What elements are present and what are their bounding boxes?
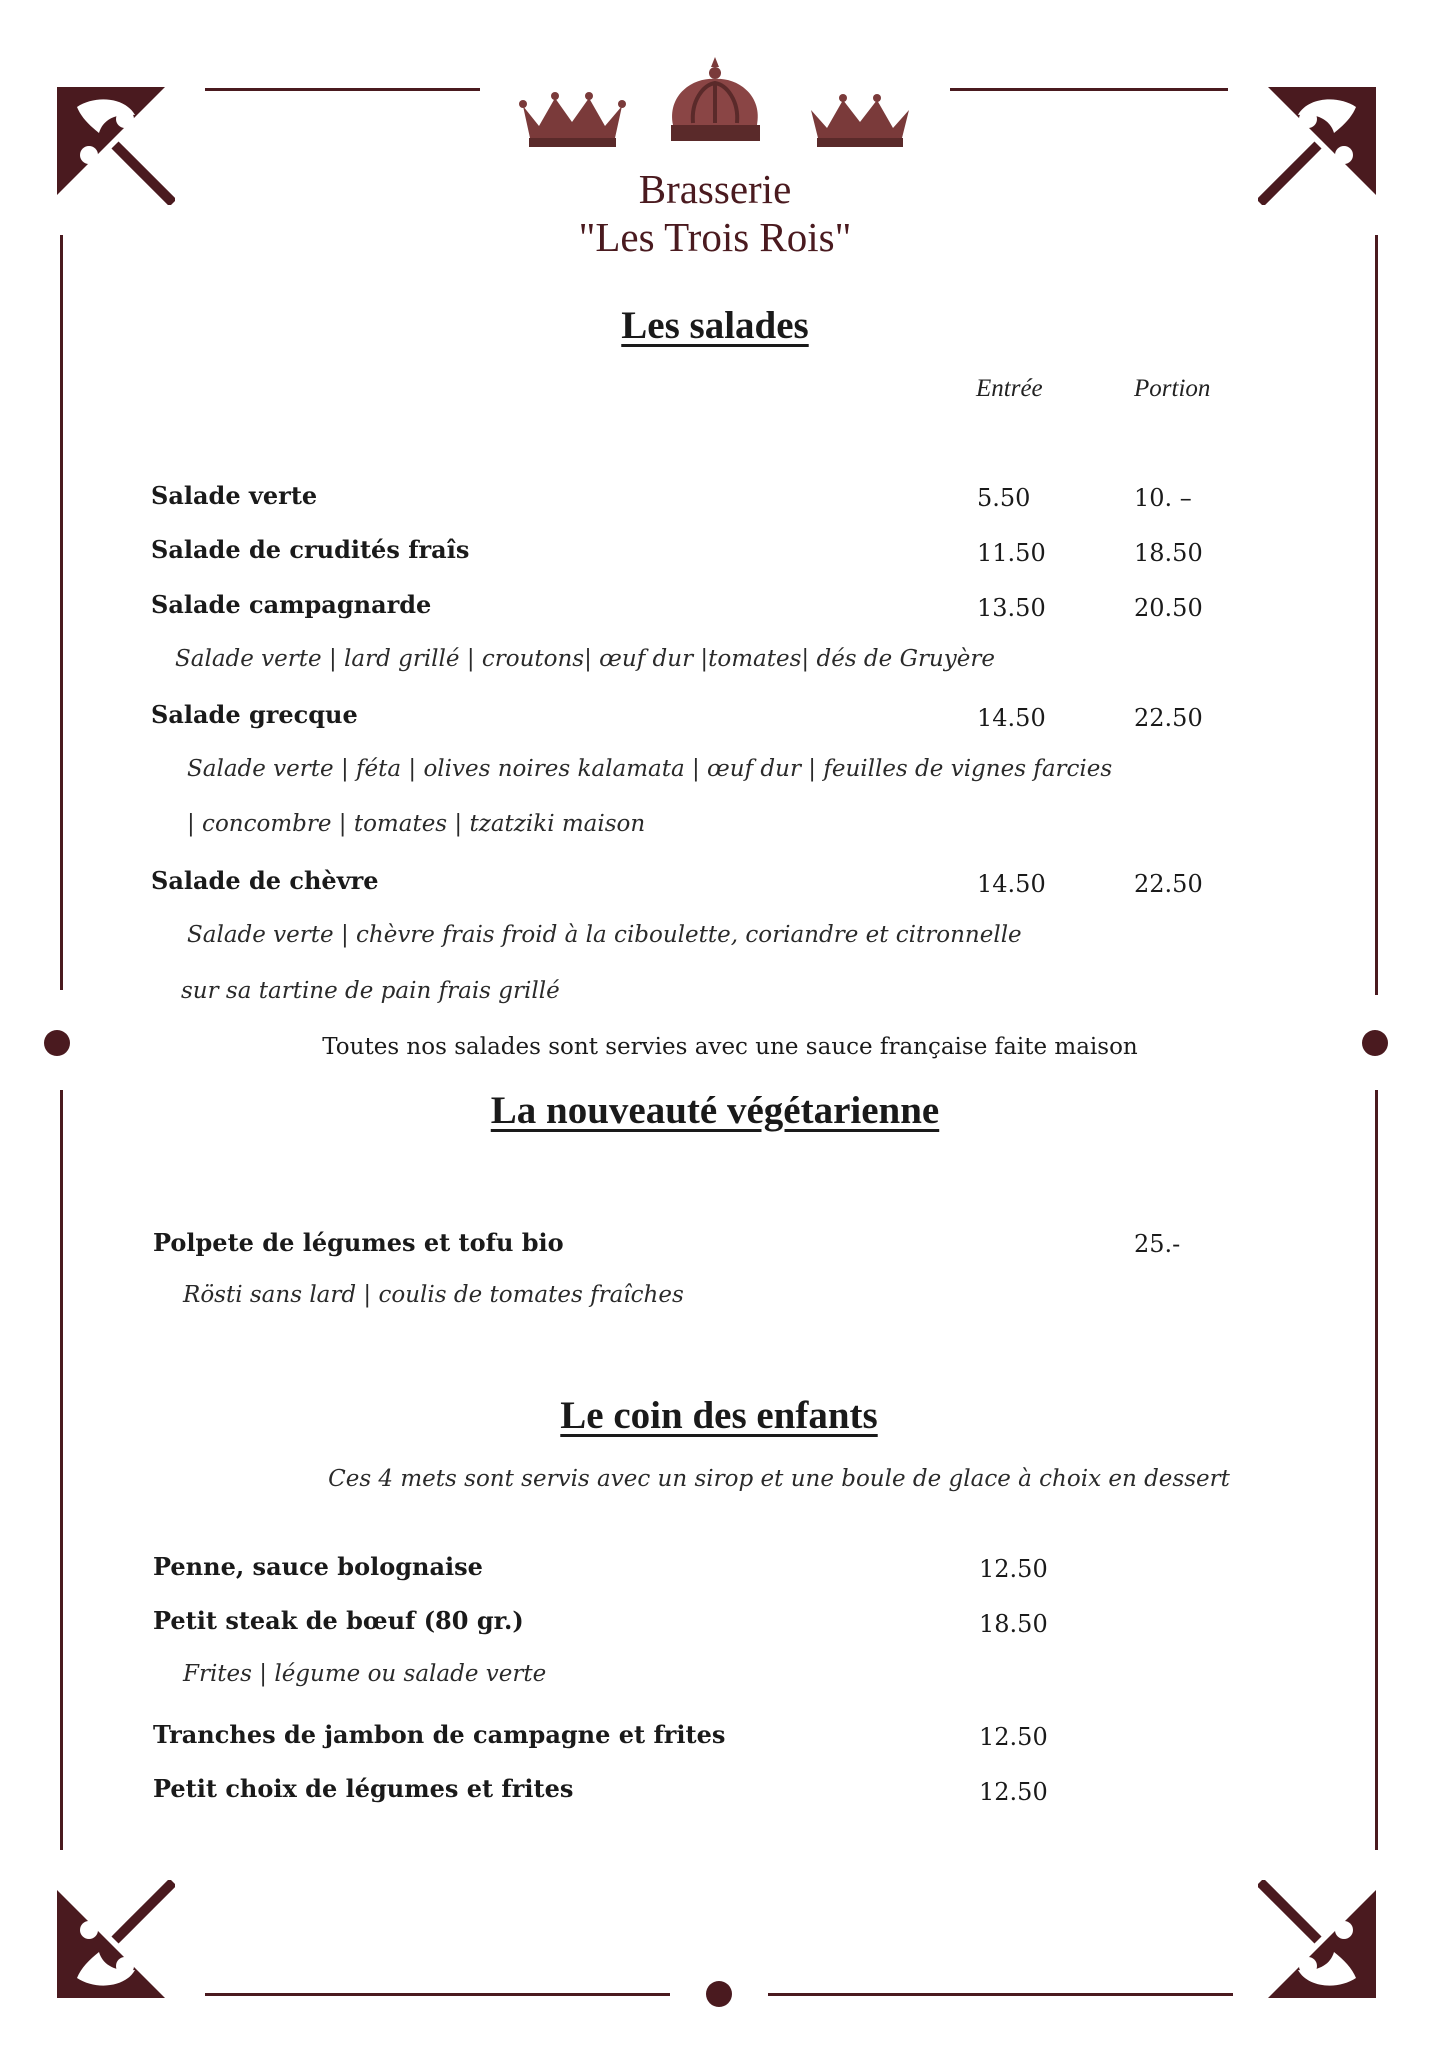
frame-top-right-line: [950, 88, 1228, 91]
price-entree: 13.50: [977, 594, 1046, 622]
enfants-note: Ces 4 mets sont servis avec un sirop et une boule de glace à choix en dessert: [328, 1466, 1230, 1492]
price-portion: 22.50: [1134, 870, 1203, 898]
section-heading-salades: Les salades: [621, 304, 809, 347]
column-header-entree: Entrée: [976, 375, 1043, 402]
menu-item-name: Petit choix de légumes et frites: [153, 1774, 574, 1803]
menu-item-description: Salade verte | chèvre frais froid à la ciboulette, coriandre et citronnelle: [187, 922, 1022, 948]
price: 12.50: [979, 1723, 1048, 1751]
crown-icon: [515, 88, 630, 150]
menu-item-name: Salade grecque: [151, 700, 358, 729]
menu-item-description: Salade verte | féta | olives noires kalamata | œuf dur | feuilles de vignes farcies: [187, 756, 1113, 782]
menu-item-description: sur sa tartine de pain frais grillé: [181, 978, 560, 1004]
restaurant-name-line1: Brasserie: [638, 166, 792, 212]
price-entree: 14.50: [977, 704, 1046, 732]
frame-dot-bottom: [706, 1981, 732, 2007]
price-portion: 25.-: [1134, 1230, 1181, 1258]
price: 18.50: [979, 1610, 1048, 1638]
crown-icon: [805, 90, 915, 150]
menu-item-name: Salade campagnarde: [151, 590, 432, 619]
menu-item-name: Salade de chèvre: [151, 866, 379, 895]
price-portion: 22.50: [1134, 704, 1203, 732]
fleur-de-lis-corner-icon: [1258, 1880, 1378, 2000]
price: 12.50: [979, 1555, 1048, 1583]
frame-left-line-upper: [60, 235, 63, 990]
menu-item-name: Penne, sauce bolognaise: [153, 1552, 483, 1581]
price-entree: 14.50: [977, 870, 1046, 898]
menu-item-description: Frites | légume ou salade verte: [183, 1661, 547, 1687]
menu-item-description: Salade verte | lard grillé | croutons| œuf dur |tomates| dés de Gruyère: [175, 646, 995, 672]
frame-bottom-right-line: [768, 1993, 1233, 1996]
menu-item-description: | concombre | tomates | tzatziki maison: [187, 811, 646, 837]
price-entree: 5.50: [977, 484, 1031, 512]
price: 12.50: [979, 1778, 1048, 1806]
section-heading-vegetarienne: La nouveauté végétarienne: [490, 1089, 940, 1132]
menu-item-name: Tranches de jambon de campagne et frites: [153, 1720, 726, 1749]
price-portion: 10. –: [1134, 484, 1192, 512]
column-header-portion: Portion: [1134, 375, 1211, 402]
frame-top-left-line: [205, 88, 480, 91]
menu-item-name: Salade verte: [151, 481, 318, 510]
frame-bottom-left-line: [205, 1993, 670, 1996]
menu-item-description: Rösti sans lard | coulis de tomates fraîches: [183, 1282, 684, 1308]
menu-item-name: Petit steak de bœuf (80 gr.): [153, 1606, 524, 1635]
price-entree: 11.50: [977, 539, 1046, 567]
price-portion: 20.50: [1134, 594, 1203, 622]
menu-item-name: Salade de crudités fraîs: [151, 535, 470, 564]
frame-right-line-upper: [1375, 235, 1378, 995]
salades-footnote: Toutes nos salades sont servies avec une sauce française faite maison: [322, 1034, 1138, 1060]
restaurant-name-line2: "Les Trois Rois": [578, 214, 852, 260]
price-portion: 18.50: [1134, 539, 1203, 567]
menu-item-name: Polpete de légumes et tofu bio: [153, 1228, 564, 1257]
crown-icon: [663, 55, 768, 150]
fleur-de-lis-corner-icon: [55, 1880, 175, 2000]
section-heading-enfants: Le coin des enfants: [560, 1394, 878, 1437]
